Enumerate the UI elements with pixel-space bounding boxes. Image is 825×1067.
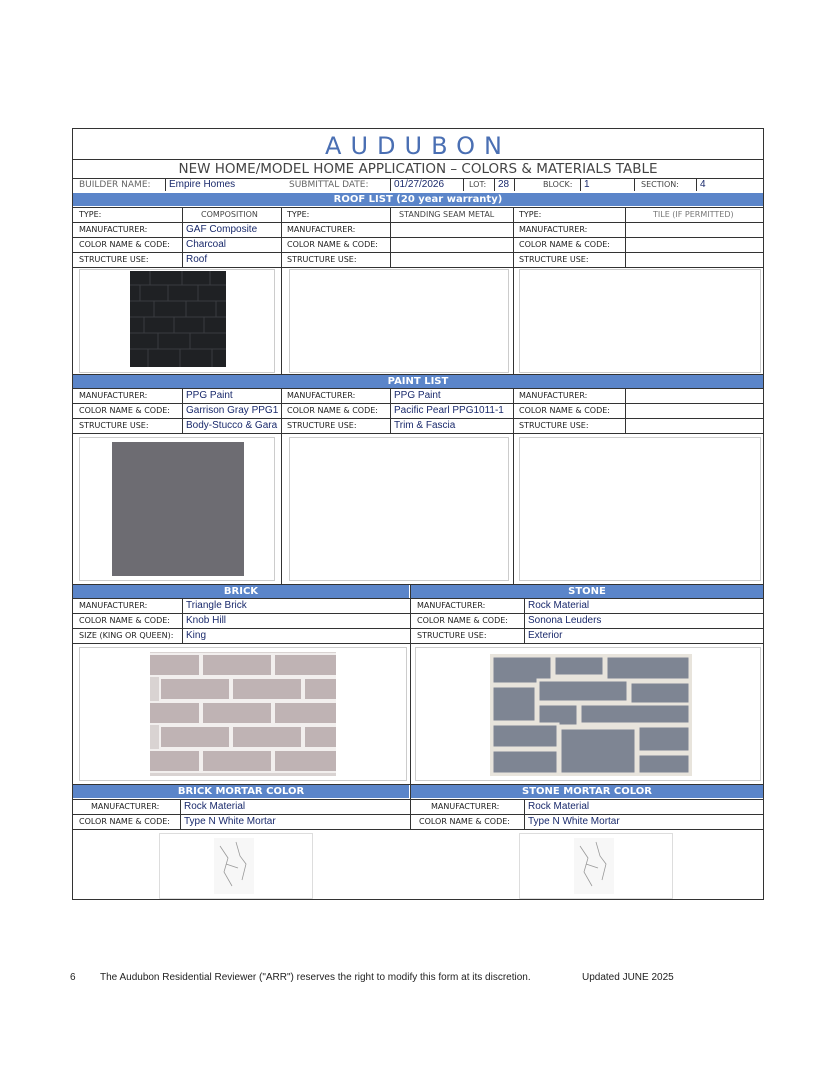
divider — [524, 799, 525, 829]
roof-type-label: TYPE: — [79, 210, 102, 219]
builder-name-field[interactable]: Empire Homes — [169, 179, 236, 190]
section-label: SECTION: — [641, 180, 679, 189]
brick-mortar-swatch — [214, 838, 254, 894]
roof-type-composition: COMPOSITION — [201, 210, 258, 219]
divider — [625, 388, 626, 433]
divider — [625, 207, 626, 267]
roof-manufacturer-field[interactable]: GAF Composite — [186, 224, 258, 235]
paint-manufacturer-field-2[interactable]: PPG Paint — [394, 390, 441, 401]
paint-structure-label-3: STRUCTURE USE: — [519, 421, 589, 430]
divider — [73, 252, 763, 253]
paint-manufacturer-label-2: MANUFACTURER: — [287, 391, 356, 400]
roof-list-bar: ROOF LIST (20 year warranty) — [73, 193, 763, 206]
brick-size-label: SIZE (KING OR QUEEN): — [79, 631, 174, 640]
stone-structure-label: STRUCTURE USE: — [417, 631, 487, 640]
divider — [73, 159, 763, 160]
divider — [696, 179, 697, 191]
block-label: BLOCK: — [543, 180, 573, 189]
roof-manufacturer-label-2: MANUFACTURER: — [287, 225, 356, 234]
paint-sample-box-3 — [519, 437, 761, 581]
form-subtitle: NEW HOME/MODEL HOME APPLICATION – COLORS & MATERIALS TABLE — [178, 161, 658, 177]
roof-shingle-swatch — [130, 271, 226, 367]
divider — [514, 179, 515, 191]
roof-color-label-2: COLOR NAME & CODE: — [287, 240, 378, 249]
divider — [73, 433, 763, 434]
paint-structure-field-2[interactable]: Trim & Fascia — [394, 420, 456, 431]
divider — [73, 237, 763, 238]
stone-swatch-sonona-leuders — [490, 654, 692, 776]
stone-mortar-bar: STONE MORTAR COLOR — [411, 785, 763, 798]
page-number: 6 — [70, 972, 76, 983]
divider — [73, 222, 763, 223]
stone-mortar-manufacturer-field[interactable]: Rock Material — [528, 801, 590, 812]
paint-manufacturer-label: MANUFACTURER: — [79, 391, 148, 400]
footer-notice: The Audubon Residential Reviewer ("ARR") reserves the right to modify this form at its discretion. — [100, 972, 531, 983]
roof-color-field[interactable]: Charcoal — [186, 239, 227, 250]
roof-sample-box — [79, 269, 275, 373]
divider — [580, 179, 581, 191]
paint-structure-label: STRUCTURE USE: — [79, 421, 149, 430]
paint-structure-field[interactable]: Body-Stucco & Gara — [186, 420, 278, 431]
brick-mortar-color-field[interactable]: Type N White Mortar — [184, 816, 276, 827]
divider — [410, 784, 411, 829]
roof-manufacturer-label: MANUFACTURER: — [79, 225, 148, 234]
roof-structure-label: STRUCTURE USE: — [79, 255, 149, 264]
paint-color-field[interactable]: Garrison Gray PPG1 — [186, 405, 279, 416]
divider — [182, 207, 183, 267]
stone-mortar-color-label: COLOR NAME & CODE: — [419, 817, 510, 826]
divider — [182, 388, 183, 433]
stone-structure-field[interactable]: Exterior — [528, 630, 563, 641]
application-form — [72, 128, 764, 900]
paint-manufacturer-field[interactable]: PPG Paint — [186, 390, 233, 401]
lot-label: LOT: — [469, 180, 487, 189]
roof-type-label-2: TYPE: — [287, 210, 310, 219]
divider — [463, 179, 464, 191]
info-row — [73, 178, 763, 192]
brick-size-field[interactable]: King — [186, 630, 207, 641]
roof-color-label: COLOR NAME & CODE: — [79, 240, 170, 249]
roof-structure-label-3: STRUCTURE USE: — [519, 255, 589, 264]
paint-sample-box — [79, 437, 275, 581]
brick-sample-box — [79, 647, 407, 781]
stone-mortar-color-field[interactable]: Type N White Mortar — [528, 816, 620, 827]
section-field[interactable]: 4 — [700, 179, 706, 190]
brick-mortar-manufacturer-field[interactable]: Rock Material — [184, 801, 246, 812]
footer-updated: Updated JUNE 2025 — [582, 972, 674, 983]
divider — [634, 179, 635, 191]
paint-manufacturer-label-3: MANUFACTURER: — [519, 391, 588, 400]
stone-color-label: COLOR NAME & CODE: — [417, 616, 508, 625]
paint-color-label: COLOR NAME & CODE: — [79, 406, 170, 415]
submittal-date-label: SUBMITTAL DATE: — [289, 180, 369, 190]
roof-structure-label-2: STRUCTURE USE: — [287, 255, 357, 264]
submittal-date-field[interactable]: 01/27/2026 — [394, 179, 445, 190]
builder-name-label: BUILDER NAME: — [79, 180, 151, 190]
block-field[interactable]: 1 — [584, 179, 590, 190]
divider — [180, 799, 181, 829]
paint-list-bar: PAINT LIST — [73, 375, 763, 388]
brick-bar: BRICK — [73, 585, 409, 598]
brick-color-field[interactable]: Knob Hill — [186, 615, 227, 626]
brick-mortar-bar: BRICK MORTAR COLOR — [73, 785, 409, 798]
divider — [524, 598, 525, 643]
roof-color-label-3: COLOR NAME & CODE: — [519, 240, 610, 249]
divider — [494, 179, 495, 191]
brick-mortar-sample-box — [159, 833, 313, 899]
brick-mortar-color-label: COLOR NAME & CODE: — [79, 817, 170, 826]
stone-mortar-manufacturer-label: MANUFACTURER: — [431, 802, 500, 811]
divider — [73, 829, 763, 830]
stone-mortar-sample-box — [519, 833, 673, 899]
lot-field[interactable]: 28 — [498, 179, 510, 190]
stone-sample-box — [415, 647, 761, 781]
stone-manufacturer-field[interactable]: Rock Material — [528, 600, 590, 611]
stone-bar: STONE — [411, 585, 763, 598]
stone-color-field[interactable]: Sonona Leuders — [528, 615, 602, 626]
divider — [390, 207, 391, 267]
divider — [390, 388, 391, 433]
paint-sample-box-2 — [289, 437, 509, 581]
roof-structure-field[interactable]: Roof — [186, 254, 208, 265]
roof-sample-box-2 — [289, 269, 509, 373]
brick-swatch-knob-hill — [150, 652, 336, 776]
roof-type-label-3: TYPE: — [519, 210, 542, 219]
divider — [73, 267, 763, 268]
divider — [182, 598, 183, 643]
paint-color-field-2[interactable]: Pacific Pearl PPG1011-1 — [394, 405, 504, 416]
brick-manufacturer-field[interactable]: Triangle Brick — [186, 600, 247, 611]
divider — [165, 179, 166, 191]
brick-mortar-manufacturer-label: MANUFACTURER: — [91, 802, 160, 811]
roof-type-tile: TILE (IF PERMITTED) — [653, 210, 734, 219]
brick-color-label: COLOR NAME & CODE: — [79, 616, 170, 625]
roof-manufacturer-label-3: MANUFACTURER: — [519, 225, 588, 234]
roof-type-metal: STANDING SEAM METAL — [399, 210, 495, 219]
brand-title: AUDUBON — [325, 132, 511, 160]
paint-structure-label-2: STRUCTURE USE: — [287, 421, 357, 430]
stone-manufacturer-label: MANUFACTURER: — [417, 601, 486, 610]
stone-mortar-swatch — [574, 838, 614, 894]
paint-swatch-garrison-gray — [112, 442, 244, 576]
divider — [390, 179, 391, 191]
roof-sample-box-3 — [519, 269, 761, 373]
brick-manufacturer-label: MANUFACTURER: — [79, 601, 148, 610]
paint-color-label-2: COLOR NAME & CODE: — [287, 406, 378, 415]
divider — [73, 643, 763, 644]
paint-color-label-3: COLOR NAME & CODE: — [519, 406, 610, 415]
